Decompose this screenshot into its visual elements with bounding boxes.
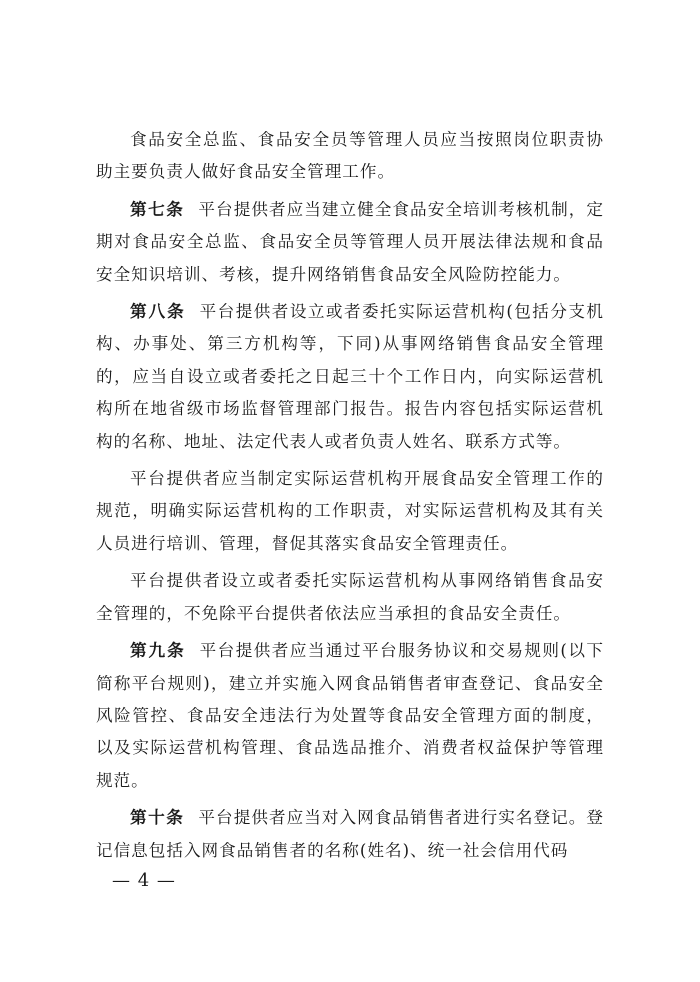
article-number: 第九条 xyxy=(130,641,186,661)
paragraph-1 xyxy=(96,124,604,189)
paragraph-article-10 xyxy=(96,802,604,867)
page-number: — 4 — xyxy=(112,870,176,891)
paragraph-article-8 xyxy=(96,296,604,458)
paragraph-article-7 xyxy=(96,194,604,291)
paragraph-text: 平台提供者设立或者委托实际运营机构(包括分支机构、办事处、第三方机构等，下同)从事网络销售食品安全管理的，应当自设立或者委托之日起三十个工作日内，向实际运营机构所在地省级市场监督管理部门报告。报告内容包括实际运营机构的名称、地址、法定代表人或者负责人姓名、联系方式等。 xyxy=(96,302,604,451)
article-number: 第十条 xyxy=(130,808,185,828)
paragraph-text: 平台提供者设立或者委托实际运营机构从事网络销售食品安全管理的，不免除平台提供者依法应当承担的食品安全责任。 xyxy=(96,571,604,623)
article-number: 第七条 xyxy=(130,199,185,219)
paragraph-article-9 xyxy=(96,635,604,797)
paragraph-text: 平台提供者应当建立健全食品安全培训考核机制，定期对食品安全总监、食品安全员等管理人员开展法律法规和食品安全知识培训、考核，提升网络销售食品安全风险防控能力。 xyxy=(96,199,605,284)
paragraph-text: 平台提供者应当通过平台服务协议和交易规则(以下简称平台规则)，建立并实施入网食品销售者审查登记、食品安全风险管控、食品安全违法行为处置等食品安全管理方面的制度，以及实际运营机构管理、食品选品推介、消费者权益保护等管理规范。 xyxy=(96,641,604,790)
paragraph-article-8-2 xyxy=(96,463,604,560)
paragraph-article-8-3 xyxy=(96,565,604,630)
article-number: 第八条 xyxy=(130,302,186,322)
paragraph-text: 平台提供者应当对入网食品销售者进行实名登记。登记信息包括入网食品销售者的名称(姓名)、统一社会信用代码 xyxy=(96,808,605,860)
paragraph-text: 食品安全总监、食品安全员等管理人员应当按照岗位职责协助主要负责人做好食品安全管理工作。 xyxy=(96,130,604,182)
paragraph-text: 平台提供者应当制定实际运营机构开展食品安全管理工作的规范，明确实际运营机构的工作职责，对实际运营机构及其有关人员进行培训、管理，督促其落实食品安全管理责任。 xyxy=(96,469,604,553)
document-body xyxy=(96,124,604,872)
